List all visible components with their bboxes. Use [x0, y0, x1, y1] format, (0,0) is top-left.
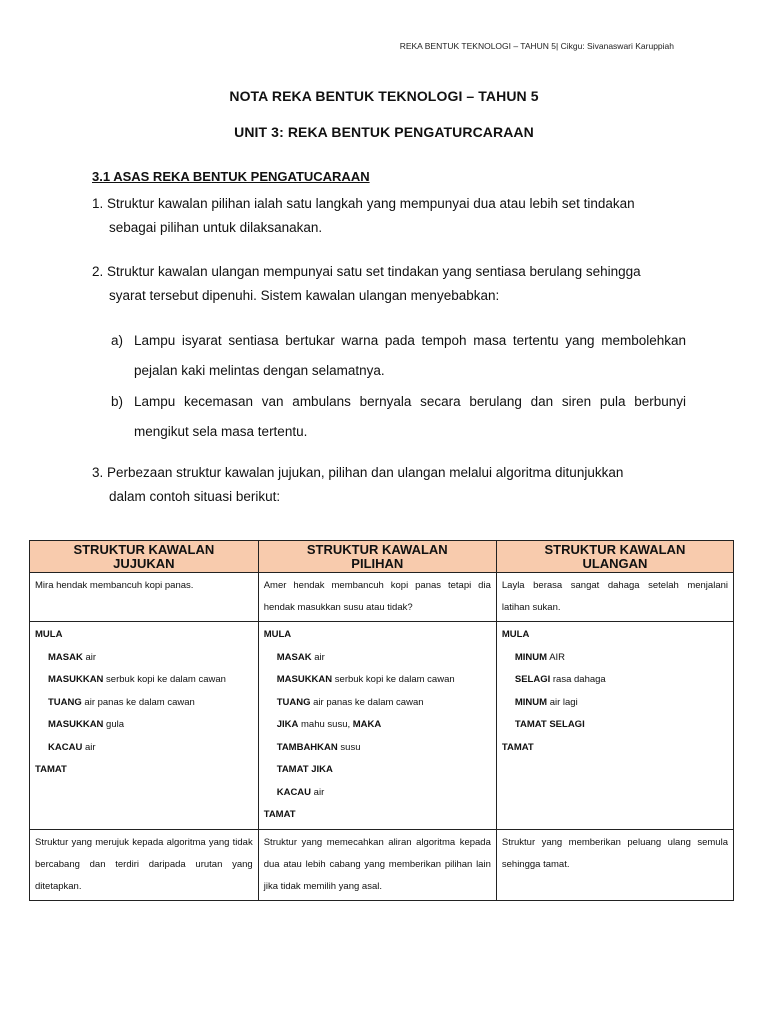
- algorithm-keyword: SELAGI: [514, 674, 551, 685]
- sub-point-text: Lampu isyarat sentiasa bertukar warna pada tempoh masa tertentu yang membolehkan pejalan kaki melintas dengan selamatnya.: [134, 333, 686, 378]
- algorithm-step: [35, 737, 253, 760]
- algorithm-text: air lagi: [547, 696, 578, 708]
- sub-point-label: a): [111, 333, 124, 348]
- algorithm-step: [264, 759, 491, 782]
- algorithm-step: [35, 624, 253, 647]
- point-1: [92, 192, 682, 240]
- header-line: STRUKTUR KAWALAN: [544, 542, 686, 557]
- algorithm-text: susu: [337, 741, 361, 753]
- header-line: STRUKTUR KAWALAN: [73, 542, 215, 557]
- header-jujukan: [30, 541, 259, 573]
- algorithm-keyword: MASAK: [276, 651, 312, 663]
- algorithm-cell: [30, 622, 259, 830]
- algorithm-step: [264, 624, 491, 647]
- algorithm-text: air: [311, 651, 325, 663]
- algorithm-keyword: MULA: [501, 629, 530, 640]
- description-cell: Struktur yang merujuk kepada algoritma yang tidak bercabang dan terdiri daripada urutan yang ditetapkan.: [30, 829, 259, 900]
- algorithm-keyword: MULA: [35, 629, 63, 640]
- description-cell: Struktur yang memberikan peluang ulang semula sehingga tamat.: [496, 829, 733, 900]
- algorithm-keyword: TAMAT: [501, 741, 534, 753]
- algorithm-text: gula: [103, 719, 125, 730]
- algorithm-step: [502, 624, 728, 647]
- algorithm-text: air: [311, 786, 325, 798]
- algorithm-keyword: TUANG: [276, 696, 311, 708]
- point-3: [92, 461, 682, 509]
- sub-point-text: Lampu kecemasan van ambulans bernyala secara berulang dan siren pula berbunyi mengikut sela masa tertentu.: [134, 394, 686, 439]
- algorithm-step: [35, 669, 253, 692]
- algorithm-text: serbuk kopi ke dalam cawan: [103, 674, 226, 685]
- situation-cell: Amer hendak membancuh kopi panas tetapi dia hendak masukkan susu atau tidak?: [258, 573, 496, 622]
- algorithm-step: [264, 782, 491, 805]
- algorithm-step: [264, 692, 491, 715]
- header-ulangan: [496, 541, 733, 573]
- algorithm-step: [502, 669, 728, 692]
- algorithm-step: [35, 759, 253, 782]
- sub-point-b: [111, 387, 686, 447]
- algorithm-keyword: MASUKKAN: [276, 674, 333, 685]
- algorithm-cell: [258, 622, 496, 830]
- point-number: 3.: [92, 465, 104, 480]
- algorithm-step: [35, 714, 253, 737]
- algorithm-keyword: TAMBAHKAN: [276, 741, 338, 753]
- header-line: PILIHAN: [351, 556, 404, 571]
- sub-point-label: b): [111, 394, 124, 409]
- algorithm-step: [264, 714, 491, 737]
- description-cell: Struktur yang memecahkan aliran algoritma kepada dua atau lebih cabang yang memberikan pilihan lain jika tidak memilih yang asal.: [258, 829, 496, 900]
- algorithm-row: [30, 622, 734, 830]
- point-number: 1.: [92, 196, 104, 211]
- comparison-table: [29, 540, 734, 901]
- algorithm-step: [502, 714, 728, 737]
- algorithm-text: air panas ke dalam cawan: [81, 696, 195, 708]
- algorithm-keyword: MAKA: [352, 719, 382, 730]
- point-text-line: syarat tersebut dipenuhi. Sistem kawalan ulangan menyebabkan:: [109, 288, 500, 303]
- header-line: STRUKTUR KAWALAN: [306, 542, 448, 557]
- algorithm-text: serbuk kopi ke dalam cawan: [332, 674, 455, 685]
- point-2: [92, 260, 682, 308]
- point-text-line: Perbezaan struktur kawalan jujukan, pilihan dan ulangan melalui algoritma ditunjukkan: [107, 465, 624, 480]
- algorithm-keyword: KACAU: [48, 741, 83, 753]
- algorithm-text: air: [82, 651, 97, 663]
- algorithm-keyword: MASAK: [48, 651, 83, 663]
- point-number: 2.: [92, 264, 104, 279]
- algorithm-step: [35, 647, 253, 670]
- algorithm-keyword: MASUKKAN: [48, 674, 104, 685]
- point-text-line: Struktur kawalan ulangan mempunyai satu set tindakan yang sentiasa berulang sehingga: [107, 264, 641, 279]
- algorithm-step: [502, 647, 728, 670]
- header-pilihan: [258, 541, 496, 573]
- algorithm-text: AIR: [547, 651, 566, 663]
- point-text-line: sebagai pilihan untuk dilaksanakan.: [109, 220, 323, 235]
- algorithm-keyword: KACAU: [276, 786, 312, 798]
- algorithm-step: [35, 692, 253, 715]
- algorithm-step: [264, 669, 491, 692]
- algorithm-step: [264, 647, 491, 670]
- algorithm-text: air panas ke dalam cawan: [310, 696, 424, 708]
- point-text-line: Struktur kawalan pilihan ialah satu langkah yang mempunyai dua atau lebih set tindakan: [107, 196, 635, 211]
- algorithm-keyword: MASUKKAN: [48, 719, 104, 730]
- algorithm-cell: [496, 622, 733, 830]
- algorithm-keyword: TAMAT SELAGI: [514, 719, 585, 730]
- algorithm-text: air: [82, 741, 96, 753]
- algorithm-keyword: TAMAT JIKA: [276, 764, 333, 775]
- section-heading: 3.1 ASAS REKA BENTUK PENGATUCARAAN: [92, 169, 370, 184]
- header-line: JUJUKAN: [113, 556, 175, 571]
- document-title: NOTA REKA BENTUK TEKNOLOGI – TAHUN 5: [229, 88, 539, 104]
- header-line: ULANGAN: [582, 556, 648, 571]
- algorithm-step: [264, 737, 491, 760]
- situation-row: [30, 573, 734, 622]
- unit-title: UNIT 3: REKA BENTUK PENGATURCARAAN: [234, 124, 534, 140]
- table-header-row: [30, 541, 734, 573]
- algorithm-text: rasa dahaga: [550, 674, 606, 685]
- algorithm-step: [264, 804, 491, 827]
- algorithm-step: [502, 737, 728, 760]
- sub-point-a: [111, 326, 686, 386]
- algorithm-keyword: TAMAT: [263, 809, 296, 820]
- situation-cell: Mira hendak membancuh kopi panas.: [30, 573, 259, 622]
- algorithm-keyword: MINUM: [514, 696, 548, 708]
- situation-cell: Layla berasa sangat dahaga setelah menjalani latihan sukan.: [496, 573, 733, 622]
- algorithm-text: mahu susu,: [298, 719, 353, 730]
- algorithm-keyword: MULA: [263, 629, 292, 640]
- algorithm-step: [502, 692, 728, 715]
- description-row: [30, 829, 734, 900]
- algorithm-keyword: TUANG: [48, 696, 82, 708]
- point-text-line: dalam contoh situasi berikut:: [109, 489, 281, 504]
- algorithm-keyword: MINUM: [514, 651, 548, 663]
- algorithm-keyword: JIKA: [276, 719, 299, 730]
- page-header-note: REKA BENTUK TEKNOLOGI – TAHUN 5| Cikgu: Sivanaswari Karuppiah: [399, 41, 674, 51]
- algorithm-keyword: TAMAT: [35, 764, 67, 775]
